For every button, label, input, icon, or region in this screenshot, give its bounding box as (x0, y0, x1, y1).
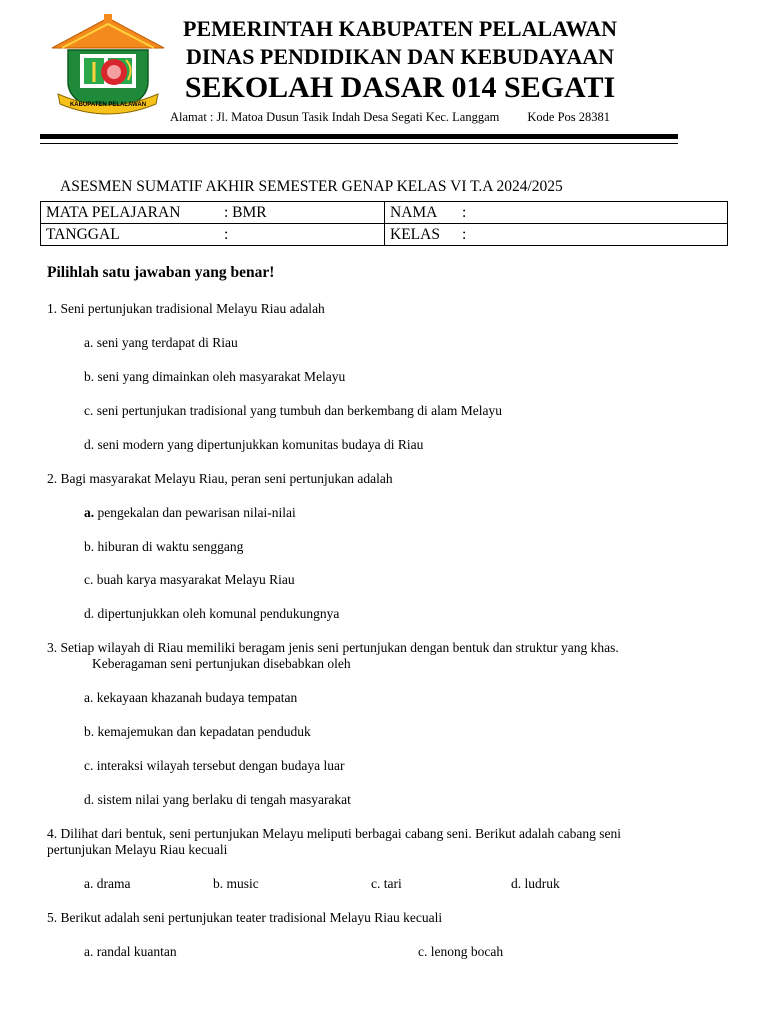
subject-cell (41, 202, 385, 224)
school-address (170, 110, 610, 125)
question-2-option-d[interactable]: d. dipertunjukkan oleh komunal pendukungnya (84, 606, 340, 621)
question-3 (47, 640, 619, 672)
question-1-option-c[interactable]: c. seni pertunjukan tradisional yang tumbuh dan berkembang di alam Melayu (84, 403, 503, 418)
table-row (41, 224, 728, 246)
question-1-option-d[interactable]: d. seni modern yang dipertunjukkan komunitas budaya di Riau (84, 437, 424, 452)
question-5-option-a[interactable]: a. randal kuantan (84, 944, 177, 959)
student-info-table (40, 201, 728, 246)
government-heading: PEMERINTAH KABUPATEN PELALAWAN (183, 16, 617, 41)
question-2-option-c[interactable]: c. buah karya masyarakat Melayu Riau (84, 572, 295, 587)
date-cell[interactable] (41, 224, 385, 246)
class-label: KELAS (390, 225, 440, 243)
question-3-option-c[interactable]: c. interaksi wilayah tersebut dengan budaya luar (84, 758, 345, 773)
question-4-line-2: pertunjukan Melayu Riau kecuali (47, 842, 228, 857)
name-value: : (462, 203, 467, 221)
question-1-option-b[interactable]: b. seni yang dimainkan oleh masyarakat Melayu (84, 369, 346, 384)
question-3-line-1: 3. Setiap wilayah di Riau memiliki beragam jenis seni pertunjukan dengan bentuk dan struktur yang khas. (47, 640, 619, 655)
name-cell[interactable] (385, 202, 728, 224)
subject-value: : BMR (224, 203, 267, 221)
question-4-line-1: 4. Dilihat dari bentuk, seni pertunjukan Melayu meliputi berbagai cabang seni. Berikut adalah cabang seni (47, 826, 621, 841)
question-1: 1. Seni pertunjukan tradisional Melayu Riau adalah (47, 301, 325, 316)
question-5-option-c[interactable]: c. lenong bocah (418, 944, 504, 959)
letterhead-divider-thin (40, 143, 678, 144)
option-letter: a. (84, 505, 95, 520)
question-3-option-d[interactable]: d. sistem nilai yang berlaku di tengah masyarakat (84, 792, 351, 807)
question-3-line-2: Keberagaman seni pertunjukan disebabkan oleh (92, 656, 351, 671)
question-3-option-a[interactable]: a. kekayaan khazanah budaya tempatan (84, 690, 298, 705)
school-name: SEKOLAH DASAR 014 SEGATI (184, 71, 616, 104)
name-label: NAMA (390, 203, 438, 221)
instruction: Pilihlah satu jawaban yang benar! (47, 264, 275, 281)
question-3-option-b[interactable]: b. kemajemukan dan kepadatan penduduk (84, 724, 311, 739)
question-4 (47, 826, 621, 858)
question-2: 2. Bagi masyarakat Melayu Riau, peran seni pertunjukan adalah (47, 471, 393, 486)
question-2-option-b[interactable]: b. hiburan di waktu senggang (84, 539, 244, 554)
table-row (41, 202, 728, 224)
date-value: : (224, 225, 229, 243)
subject-label: MATA PELAJARAN (46, 203, 181, 221)
question-2-option-a[interactable] (84, 505, 296, 521)
pelalawan-regency-emblem-icon (48, 12, 168, 120)
question-4-option-a[interactable]: a. drama (84, 876, 131, 891)
question-1-option-a[interactable]: a. seni yang terdapat di Riau (84, 335, 238, 350)
address-text: Alamat : Jl. Matoa Dusun Tasik Indah Desa Segati Kec. Langgam (170, 110, 500, 124)
date-label: TANGGAL (46, 225, 120, 243)
svg-text:KABUPATEN PELALAWAN: KABUPATEN PELALAWAN (69, 102, 147, 108)
option-text: pengekalan dan pewarisan nilai-nilai (94, 505, 296, 520)
question-5: 5. Berikut adalah seni pertunjukan teater tradisional Melayu Riau kecuali (47, 910, 443, 925)
exam-title: ASESMEN SUMATIF AKHIR SEMESTER GENAP KELAS VI T.A 2024/2025 (60, 178, 563, 195)
question-4-option-c[interactable]: c. tari (371, 876, 402, 891)
class-cell[interactable] (385, 224, 728, 246)
postal-code: Kode Pos 28381 (527, 110, 611, 124)
class-value: : (462, 225, 467, 243)
question-4-option-d[interactable]: d. ludruk (511, 876, 560, 891)
letterhead-divider-thick (40, 134, 678, 139)
question-4-option-b[interactable]: b. music (213, 876, 259, 891)
department-heading: DINAS PENDIDIKAN DAN KEBUDAYAAN (185, 44, 615, 69)
